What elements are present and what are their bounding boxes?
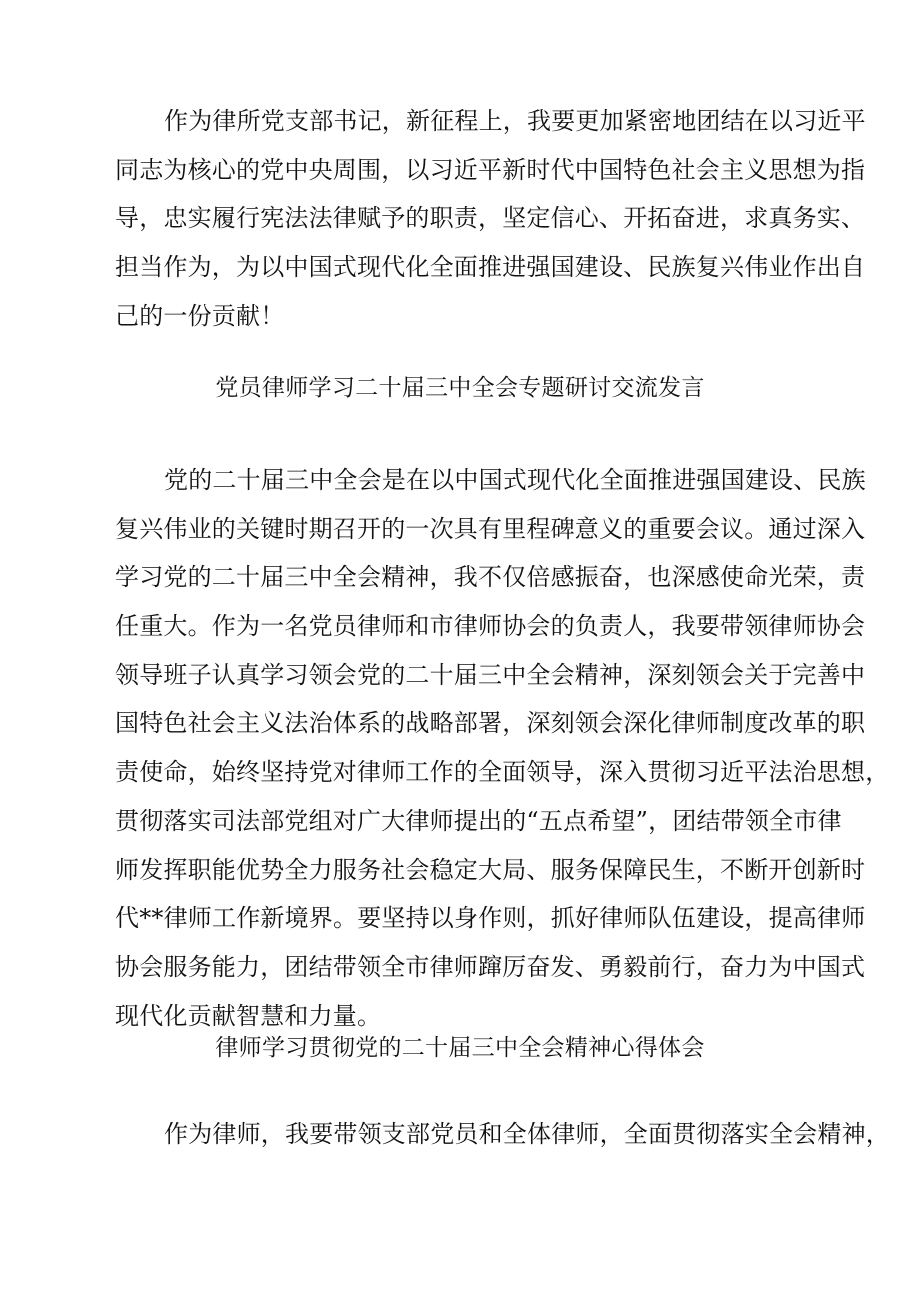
paragraph-line: 任重大。作为一名党员律师和市律师协会的负责人，我要带领律师协会 [115, 612, 866, 641]
paragraph-line: 学习党的二十届三中全会精神，我不仅倍感振奋，也深感使命光荣，责 [115, 563, 866, 592]
paragraph-line: 作为律所党支部书记，新征程上，我要更加紧密地团结在以习近平 [164, 107, 866, 135]
paragraph-line: 导，忠实履行宪法法律赋予的职责，坚定信心、开拓奋进，求真务实、 [115, 204, 866, 233]
paragraph-body-2 [115, 1110, 890, 1159]
paragraph-line: 贯彻落实司法部党组对广大律师提出的“五点希望”，团结带领全市律 [115, 806, 842, 835]
paragraph-line: 代**律师工作新境界。要坚持以身作则，抓好律师队伍建设，提高律师 [115, 904, 866, 933]
paragraph-line: 领导班子认真学习领会党的二十届三中全会精神，深刻领会关于完善中 [115, 660, 866, 689]
paragraph-closing [115, 97, 866, 340]
paragraph-line: 同志为核心的党中央周围，以习近平新时代中国特色社会主义思想为指 [115, 155, 866, 184]
paragraph-line: 师发挥职能优势全力服务社会稳定大局、服务保障民生，不断开创新时 [115, 855, 866, 884]
paragraph-line: 协会服务能力，团结带领全市律师蹿厉奋发、勇毅前行，奋力为中国式 [115, 952, 866, 981]
paragraph-body [115, 456, 890, 1040]
paragraph-line: 责使命，始终坚持党对律师工作的全面领导，深入贯彻习近平法治思想， [115, 758, 890, 787]
paragraph-line: 担当作为，为以中国式现代化全面推进强国建设、民族复兴伟业作出自 [115, 253, 866, 282]
paragraph-line: 国特色社会主义法治体系的战略部署，深刻领会深化律师制度改革的职 [115, 709, 866, 738]
section-title-1: 党员律师学习二十届三中全会专题研讨交流发言 [215, 375, 705, 401]
paragraph-line: 党的二十届三中全会是在以中国式现代化全面推进强国建设、民族 [164, 466, 866, 494]
paragraph-line: 作为律师，我要带领支部党员和全体律师，全面贯彻落实全会精神， [164, 1120, 890, 1148]
section-title-2: 律师学习贯彻党的二十届三中全会精神心得体会 [215, 1035, 705, 1061]
paragraph-line: 复兴伟业的关键时期召开的一次具有里程碑意义的重要会议。通过深入 [115, 514, 866, 543]
paragraph-line: 己的一份贡献！ [115, 301, 285, 330]
paragraph-line: 现代化贡献智慧和力量。 [115, 1001, 382, 1030]
